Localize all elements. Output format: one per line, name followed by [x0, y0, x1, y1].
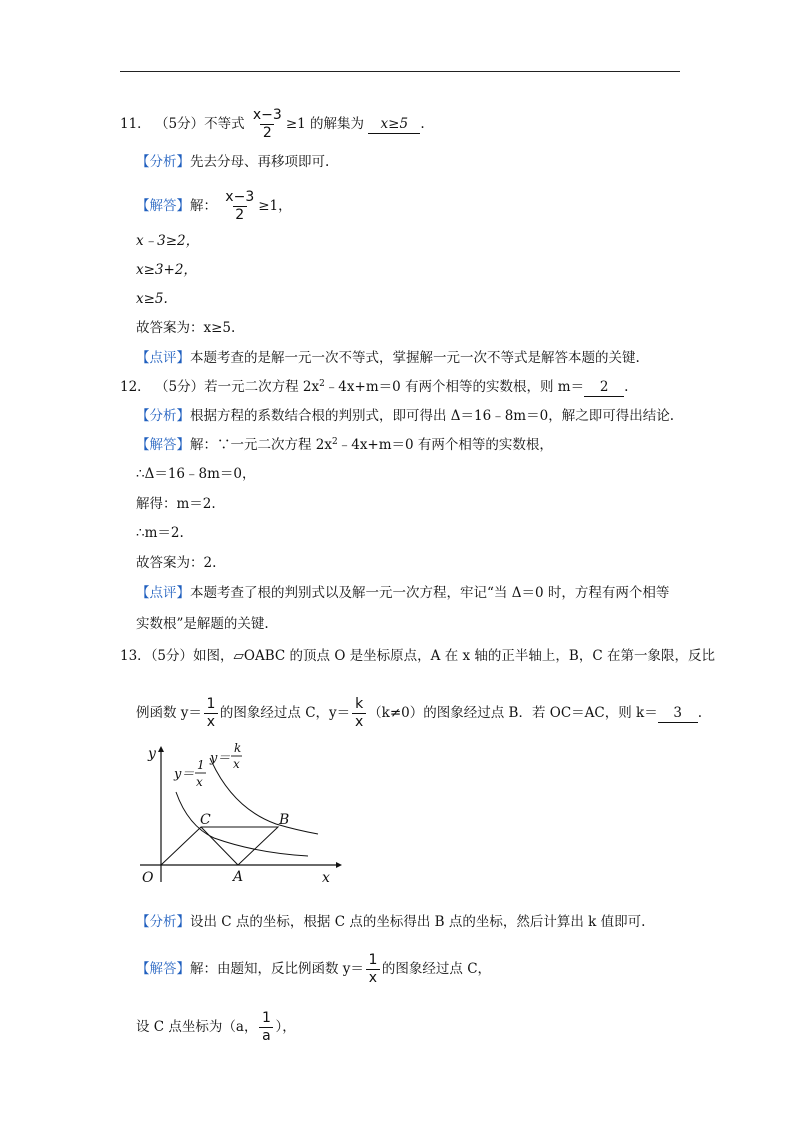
point-c-label: C [200, 812, 211, 828]
solution-step: ∴m＝2. [136, 525, 184, 541]
denominator: a [259, 1027, 273, 1044]
q11-solution [136, 190, 292, 223]
fraction [259, 1011, 273, 1044]
solution-step: x﹣3≥2， [136, 233, 200, 249]
comment-text: 本题考查的是解一元一次不等式，掌握解一元一次不等式是解答本题的关键. [190, 350, 640, 366]
stem-end: . [624, 379, 629, 395]
q13-analysis [136, 912, 645, 932]
point-b-label: B [279, 812, 290, 828]
numerator: x−3 [252, 107, 282, 123]
analysis-text: 根据方程的系数结合根的判别式，即可得出 Δ＝16﹣8m＝0，解之即可得出结论. [190, 408, 674, 424]
stem-end: . [697, 705, 702, 721]
final-answer: 故答案为：x≥5. [136, 320, 236, 336]
solution-text: ≥1， [258, 198, 292, 214]
analysis-tag: 【分析】 [136, 154, 190, 170]
denominator: x [204, 713, 218, 730]
q11-comment [136, 348, 640, 368]
fraction [251, 108, 284, 141]
comment-tag: 【点评】 [136, 585, 190, 601]
numerator: 1 [368, 952, 378, 968]
curve2-label-num: k [234, 741, 242, 755]
segment-ca [201, 827, 238, 865]
denominator: x [366, 969, 380, 986]
analysis-text: 设出 C 点的坐标，根据 C 点的坐标得出 B 点的坐标，然后计算出 k 值即可. [190, 914, 646, 930]
analysis-tag: 【分析】 [136, 914, 190, 930]
question-number: 13． [120, 648, 151, 664]
question-number: 11． [120, 116, 151, 132]
x-axis-arrow [336, 862, 342, 868]
answer-blank: 2 [584, 378, 624, 397]
q13-stem-line1 [120, 646, 715, 666]
q13-figure [136, 738, 346, 888]
answer-blank: x≥5 [368, 115, 420, 134]
curve1-label-prefix: y＝ [174, 767, 195, 782]
numerator: x−3 [225, 189, 255, 205]
origin-label: O [142, 870, 154, 886]
fraction [204, 697, 218, 730]
denominator: x [352, 713, 366, 730]
stem-text: ﹣4x+m＝0 有两个相等的实数根，则 m＝ [324, 379, 585, 395]
x-axis-label: x [322, 870, 330, 886]
solution-text: ﹣4x+m＝0 有两个相等的实数根， [337, 437, 553, 453]
q13-solution [136, 953, 491, 986]
solution-text: 解： [190, 198, 217, 214]
curve1-label-num: 1 [197, 758, 205, 772]
q12-comment [136, 583, 669, 603]
stem-text: （k≠0）的图象经过点 B．若 OC＝AC，则 k＝ [368, 705, 658, 721]
y-axis-label: y [148, 746, 156, 762]
curve1-label-den: x [196, 775, 203, 789]
question-score: （5分） [154, 116, 205, 132]
solution-text: 设 C 点坐标为（a， [136, 1019, 258, 1035]
question-number: 12． [120, 379, 151, 395]
exponent: 2 [332, 437, 338, 447]
analysis-tag: 【分析】 [136, 408, 190, 424]
stem-text: 例函数 y＝ [136, 705, 202, 721]
q12-analysis [136, 406, 674, 426]
comment-text: 实数根”是解题的关键. [136, 616, 269, 632]
q11-stem [120, 108, 425, 141]
question-score: （5分） [150, 648, 194, 664]
stem-text: 如图，▱OABC 的顶点 O 是坐标原点，A 在 x 轴的正半轴上，B，C 在第一象限，反比 [193, 648, 715, 664]
solution-step: ∴Δ＝16﹣8m＝0， [136, 466, 256, 482]
q11-analysis [136, 152, 329, 172]
q12-stem [120, 377, 628, 397]
solution-step: 解得：m＝2. [136, 496, 216, 512]
comment-text: 本题考查了根的判别式以及解一元一次方程，牢记“当 Δ＝0 时，方程有两个相等 [190, 585, 670, 601]
fraction [352, 697, 366, 730]
solution-tag: 【解答】 [136, 437, 190, 453]
curve2-label-prefix: y＝ [210, 751, 231, 766]
q13-coordinate [136, 1011, 296, 1044]
answer-blank: 3 [658, 704, 698, 723]
stem-text: 若一元二次方程 2x [204, 379, 320, 395]
solution-text: 解：由题知，反比例函数 y＝ [190, 961, 364, 977]
final-answer: 故答案为：2. [136, 555, 217, 571]
solution-text: 解：∵一元二次方程 2x [190, 437, 332, 453]
curve2-label-den: x [233, 757, 240, 771]
stem-end: . [420, 116, 425, 132]
point-a-label: A [233, 869, 244, 885]
solution-text: ）， [275, 1019, 296, 1035]
question-score: （5分） [154, 379, 205, 395]
y-axis-arrow [158, 746, 164, 752]
solution-tag: 【解答】 [136, 961, 190, 977]
analysis-text: 先去分母、再移项即可. [190, 154, 330, 170]
numerator: k [355, 696, 364, 712]
numerator: 1 [262, 1010, 271, 1026]
denominator: 2 [260, 124, 274, 141]
q13-stem-line2 [136, 697, 702, 730]
header-rule [120, 71, 680, 72]
curve-y-k-over-x [210, 758, 318, 834]
solution-step: x≥5. [136, 291, 168, 307]
fraction [223, 190, 256, 223]
comment-tag: 【点评】 [136, 350, 190, 366]
stem-text: ≥1 的解集为 [285, 116, 365, 132]
exponent: 2 [319, 379, 325, 389]
solution-step: x≥3+2， [136, 262, 197, 278]
denominator: 2 [233, 206, 247, 223]
fraction [366, 953, 380, 986]
numerator: 1 [206, 696, 216, 712]
solution-text: 的图象经过点 C， [381, 961, 492, 977]
stem-text: 的图象经过点 C，y＝ [219, 705, 351, 721]
q12-solution [136, 435, 553, 455]
solution-tag: 【解答】 [136, 198, 190, 214]
stem-text: 不等式 [204, 116, 245, 132]
